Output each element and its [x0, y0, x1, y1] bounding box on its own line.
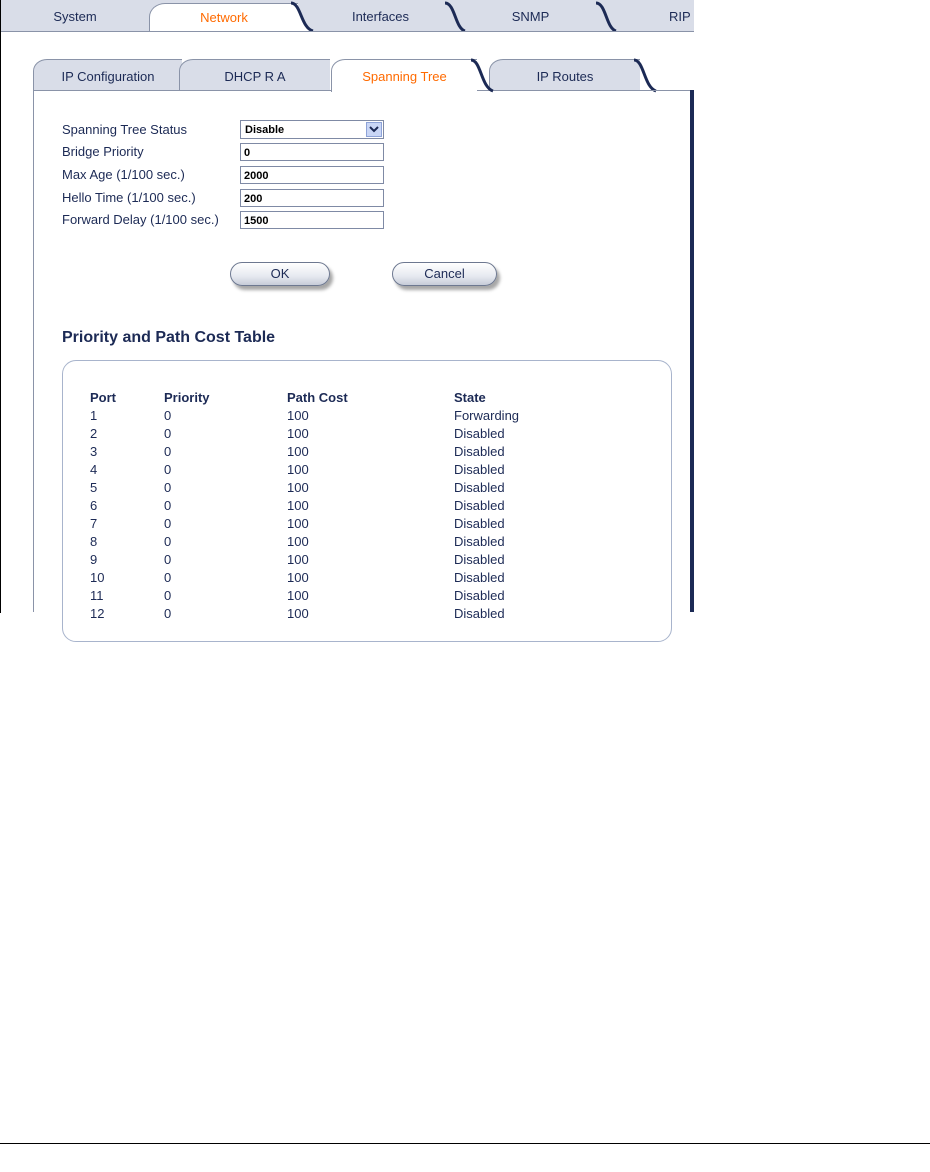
state-cell: Disabled — [454, 606, 505, 621]
port-cell: 2 — [90, 426, 98, 441]
port-cell: 5 — [90, 480, 98, 495]
chevron-down-icon[interactable] — [366, 122, 382, 137]
table-title: Priority and Path Cost Table — [62, 329, 276, 346]
spanning-tree-status-select[interactable] — [240, 120, 384, 139]
port-cell: 6 — [90, 498, 98, 513]
panel-right-border — [690, 90, 694, 612]
subtab-ip-routes[interactable] — [489, 59, 640, 90]
path-cost-cell: 100 — [287, 606, 309, 621]
hello-time-label: Hello Time (1/100 sec.) — [62, 190, 196, 205]
page-bottom-rule — [0, 1143, 930, 1144]
port-cell: 10 — [90, 570, 105, 585]
path-cost-cell: 100 — [287, 426, 309, 441]
path-cost-cell: 100 — [287, 462, 309, 477]
cancel-button[interactable]: Cancel — [392, 262, 497, 286]
tab-network[interactable] — [149, 3, 298, 32]
ok-button[interactable]: OK — [230, 262, 330, 286]
priority-cell: 0 — [164, 444, 172, 459]
path-cost-cell: 100 — [287, 588, 309, 603]
subtab-label: IP Routes — [536, 69, 594, 84]
priority-cell: 0 — [164, 606, 172, 621]
state-cell: Disabled — [454, 480, 505, 495]
subtab-ip-configuration[interactable] — [33, 59, 182, 90]
priority-cell: 0 — [164, 408, 172, 423]
port-cell: 9 — [90, 552, 98, 567]
max-age-field[interactable]: 2000 — [240, 166, 384, 184]
tab-system[interactable] — [1, 0, 149, 31]
tab-snmp[interactable] — [463, 0, 598, 31]
subtab-divider — [634, 59, 656, 91]
tab-interfaces[interactable] — [313, 0, 448, 31]
hello-time-field[interactable]: 200 — [240, 189, 384, 207]
priority-cell: 0 — [164, 570, 172, 585]
path-cost-cell: 100 — [287, 444, 309, 459]
subtab-spanning-tree[interactable] — [331, 59, 477, 92]
priority-cell: 0 — [164, 498, 172, 513]
tab-divider — [443, 0, 465, 31]
bridge-priority-field[interactable]: 0 — [240, 143, 384, 161]
state-cell: Disabled — [454, 534, 505, 549]
state-cell: Forwarding — [454, 408, 520, 423]
tab-label: RIP — [669, 9, 691, 24]
port-cell: 3 — [90, 444, 98, 459]
state-cell: Disabled — [454, 588, 505, 603]
state-cell: Disabled — [454, 444, 505, 459]
port-cell: 12 — [90, 606, 105, 621]
state-cell: Disabled — [454, 498, 505, 513]
path-cost-cell: 100 — [287, 552, 309, 567]
forward-delay-label: Forward Delay (1/100 sec.) — [62, 212, 219, 227]
path-cost-cell: 100 — [287, 480, 309, 495]
subtab-label: Spanning Tree — [362, 69, 447, 84]
subtab-divider — [471, 59, 493, 91]
path-cost-cell: 100 — [287, 408, 309, 423]
priority-cell: 0 — [164, 534, 172, 549]
tab-divider — [291, 0, 313, 31]
subtab-label: IP Configuration — [61, 69, 155, 84]
state-cell: Disabled — [454, 552, 505, 567]
priority-cell: 0 — [164, 480, 172, 495]
column-header-port: Port — [90, 390, 116, 405]
top-tab-bar — [1, 0, 694, 31]
max-age-label: Max Age (1/100 sec.) — [62, 167, 185, 182]
tab-label: Network — [200, 10, 248, 25]
tab-label: Interfaces — [351, 9, 410, 24]
priority-cell: 0 — [164, 552, 172, 567]
path-cost-cell: 100 — [287, 516, 309, 531]
state-cell: Disabled — [454, 570, 505, 585]
priority-cell: 0 — [164, 588, 172, 603]
screenshot-frame — [0, 0, 694, 621]
state-cell: Disabled — [454, 462, 505, 477]
subtab-dhcp-ra[interactable] — [179, 59, 330, 90]
state-cell: Disabled — [454, 426, 505, 441]
column-header-path-cost: Path Cost — [287, 390, 348, 405]
state-cell: Disabled — [454, 516, 505, 531]
tab-rip[interactable] — [669, 0, 709, 31]
select-value: Disable — [245, 124, 285, 136]
tab-label: System — [53, 9, 97, 24]
tab-label: SNMP — [511, 9, 550, 24]
port-cell: 8 — [90, 534, 98, 549]
forward-delay-field[interactable]: 1500 — [240, 211, 384, 229]
bridge-priority-label: Bridge Priority — [62, 144, 144, 159]
subtab-label: DHCP R A — [224, 69, 286, 84]
path-cost-cell: 100 — [287, 534, 309, 549]
priority-cell: 0 — [164, 462, 172, 477]
priority-path-cost-table — [62, 360, 672, 642]
port-cell: 7 — [90, 516, 98, 531]
priority-cell: 0 — [164, 516, 172, 531]
spanning-tree-status-label: Spanning Tree Status — [62, 122, 188, 137]
column-header-priority: Priority — [164, 390, 210, 405]
port-cell: 11 — [90, 588, 104, 603]
priority-cell: 0 — [164, 426, 172, 441]
panel-left-border — [33, 90, 34, 612]
tab-divider — [594, 0, 616, 31]
port-cell: 1 — [90, 408, 98, 423]
column-header-state: State — [454, 390, 486, 405]
port-cell: 4 — [90, 462, 98, 477]
path-cost-cell: 100 — [287, 570, 309, 585]
path-cost-cell: 100 — [287, 498, 309, 513]
